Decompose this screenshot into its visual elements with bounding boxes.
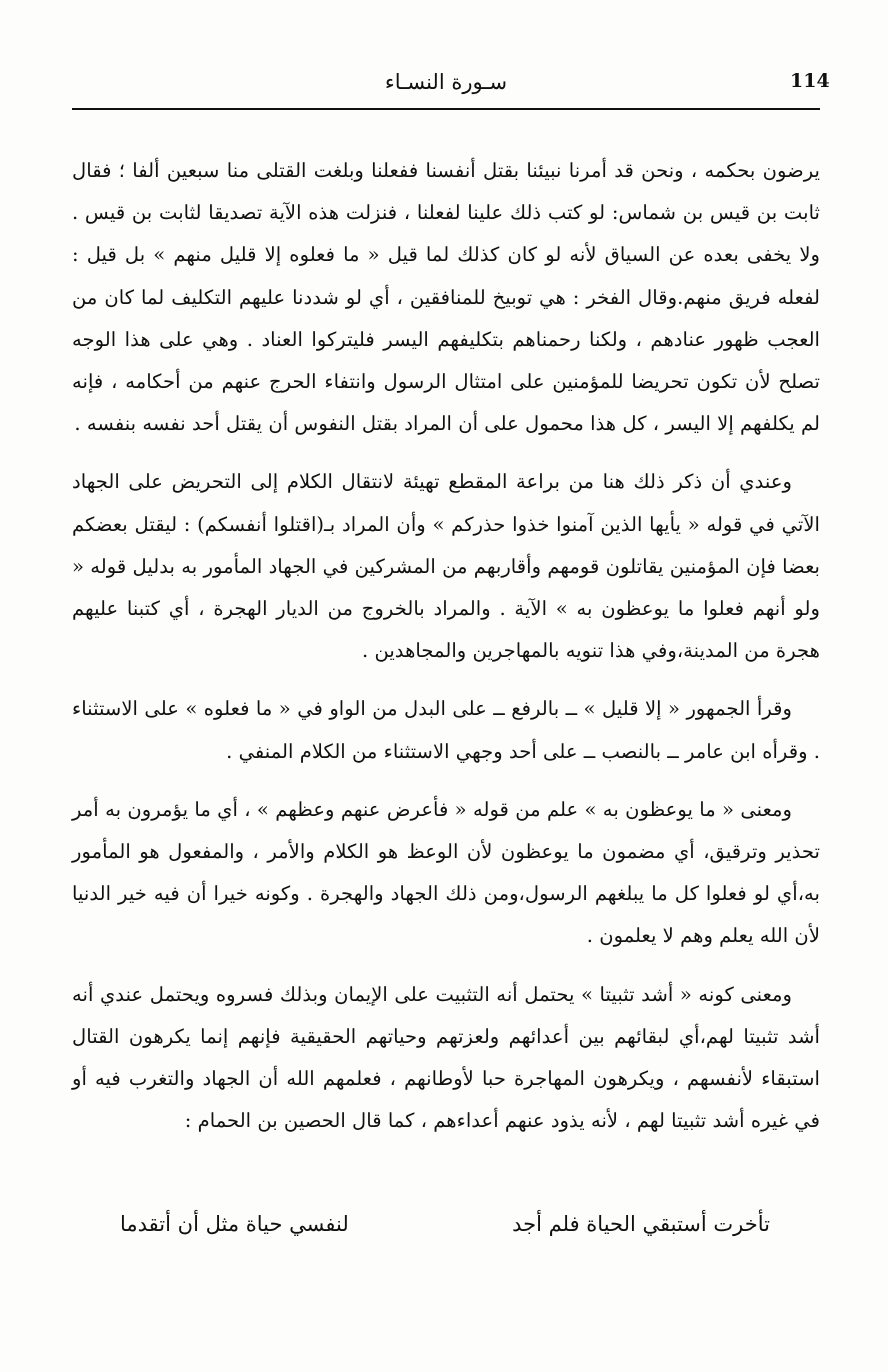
paragraph: وعندي أن ذكر ذلك هنا من براعة المقطع تهيئة لانتقال الكلام إلى التحريض على الجهاد الآتي في قوله « يأيها الذين آمنوا خذوا حذركم » وأن المراد بـ(اقتلوا أنفسكم) : ليقتل بعضكم بعضا فإن المؤمنين يقاتلون قومهم وأقاربهم من المشركين في الجهاد المأمور به بدليل قوله « ولو أنهم فعلوا ما يوعظون به » الآية . والمراد بالخروج من الديار الهجرة ، أي كتبنا عليهم هجرة من المدينة،وفي هذا تنويه بالمهاجرين والمجاهدين .: [72, 470, 820, 663]
paragraph: ومعنى كونه « أشد تثبيتا » يحتمل أنه التثبيت على الإيمان وبذلك فسروه ويحتمل عندي أنه أشد تثبيتا لهم،أي لبقائهم بين أعدائهم ولعزتهم وحياتهم الحقيقية فإنهم إنما يكرهون القتال استبقاء لأنفسهم ، ويكرهون المهاجرة حبا لأوطانهم ، فعلمهم الله أن الجهاد والتغرب فيه أو في غيره أشد تثبيتا لهم ، لأنه يذود عنهم أعداءهم ، كما قال الحصين بن الحمام :: [72, 982, 820, 1133]
page-header: [72, 56, 830, 112]
verse-first-hemistich: تأخرت أستبقي الحياة فلم أجد: [512, 1212, 770, 1236]
page-number: 114: [790, 70, 830, 92]
running-title: سـورة النسـاء: [384, 70, 508, 94]
verse-second-hemistich: لنفسي حياة مثل أن أتقدما: [120, 1212, 349, 1236]
paragraph: ومعنى « ما يوعظون به » علم من قوله « فأعرض عنهم وعظهم » ، أي ما يؤمرون به أمر تحذير وترقيق، أي مضمون ما يوعظون لأن الوعظ هو الكلام والأمر ، والمفعول هو المأمور به،أي لو فعلوا كل ما يبلغهم الرسول،ومن ذلك الجهاد والهجرة . وكونه خيرا أن فيه خير الدنيا لأن الله يعلم وهم لا يعلمون .: [72, 797, 820, 948]
body-text: [72, 150, 820, 1142]
header-rule: [72, 108, 820, 110]
paragraph: يرضون بحكمه ، ونحن قد أمرنا نبيئنا بقتل أنفسنا ففعلنا وبلغت القتلى منا سبعين ألفا ؛ فقال ثابت بن قيس بن شماس: لو كتب ذلك علينا لفعلنا ، فنزلت هذه الآية تصديقا لثابت بن قيس . ولا يخفى بعده عن السياق لأنه لو كان كذلك لما قيل « ما فعلوه إلا قليل منهم » بل قيل : لفعله فريق منهم.وقال الفخر : هي توبيخ للمنافقين ، أي لو شددنا عليهم التكليف لما كان من العجب ظهور عنادهم ، ولكنا رحمناهم بتكليفهم اليسر فليتركوا العناد . وهي على هذا الوجه تصلح لأن تكون تحريضا للمؤمنين على امتثال الرسول وانتفاء الحرج عنهم من أحكامه ، فإنه لم يكلفهم إلا اليسر ، كل هذا محمول على أن المراد بقتل النفوس أن يقتل أحد نفسه بنفسه .: [72, 159, 820, 436]
paragraph: وقرأ الجمهور « إلا قليل » ــ بالرفع ــ على البدل من الواو في « ما فعلوه » على الاستثناء . وقرأه ابن عامر ــ بالنصب ــ على أحد وجهي الاستثناء من الكلام المنفي .: [72, 697, 820, 763]
poetry-verse: [120, 1212, 770, 1254]
